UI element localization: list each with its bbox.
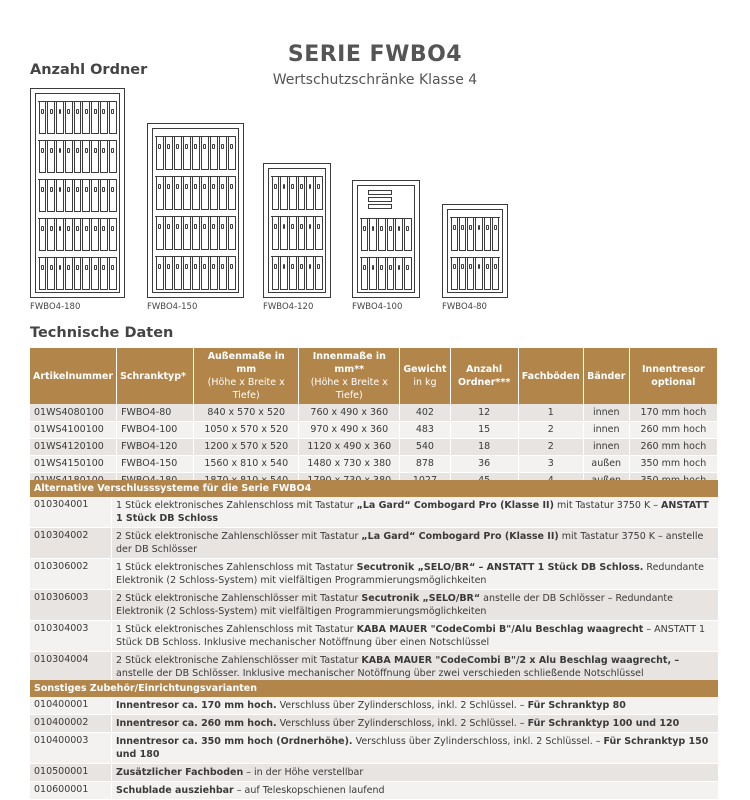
binder-shape — [451, 258, 458, 291]
table-cell: 2 — [518, 421, 583, 438]
table-cell: FWBO4-150 — [117, 455, 194, 472]
binder-shape — [65, 141, 73, 173]
binder-shape — [174, 177, 182, 210]
drawer-shape — [368, 197, 392, 202]
binder-shape — [210, 137, 218, 170]
binder-shape — [39, 258, 47, 290]
binder-shape — [280, 217, 288, 250]
binder-shape — [272, 217, 280, 250]
binder-shape — [228, 137, 236, 170]
binder-shape — [39, 102, 47, 134]
article-code: 010600001 — [30, 782, 112, 799]
text-fragment: – ANSTATT 1 Stück DB Schloss. Inklusive mechanischer Notöffnung über einen Notschlüssel — [116, 624, 706, 648]
binder-shape — [65, 180, 73, 212]
table-cell: 1050 x 570 x 520 — [194, 421, 299, 438]
col-header: Außenmaße in mm (Höhe x Breite x Tiefe) — [194, 348, 299, 404]
binder-shape — [492, 258, 499, 291]
table-cell: innen — [583, 421, 629, 438]
emphasis-text: KABA MAUER "CodeCombi B"/Alu Beschlag waagrecht — [356, 624, 644, 635]
table-cell: 2 — [518, 438, 583, 455]
article-code: 010304004 — [30, 652, 112, 682]
text-fragment: – in der Höhe verstellbar — [243, 767, 364, 778]
binder-row — [155, 176, 236, 210]
binder-shape — [109, 141, 117, 173]
binder-shape — [378, 219, 386, 251]
binder-shape — [280, 257, 288, 290]
binder-shape — [219, 217, 227, 250]
table-cell: 01WS4120100 — [30, 438, 117, 455]
table-row — [30, 421, 718, 438]
emphasis-text: Secutronik „SELO/BR“ – ANSTATT 1 Stück DB Schloss. — [356, 562, 644, 573]
list-item — [30, 697, 718, 715]
binder-shape — [201, 137, 209, 170]
text-fragment: 2 Stück elektronische Zahlenschlösser mit Tastatur — [116, 593, 362, 604]
binder-row — [155, 256, 236, 290]
item-description — [112, 590, 718, 620]
emphasis-text: „La Gard“ Combogard Pro (Klasse II) — [361, 531, 559, 542]
binder-shape — [395, 219, 403, 251]
text-fragment: 2 Stück elektronische Zahlenschlösser mit Tastatur — [116, 655, 362, 666]
binder-row — [271, 176, 323, 210]
cabinet-drawing — [30, 88, 125, 298]
table-cell: 3 — [518, 455, 583, 472]
binder-shape — [109, 258, 117, 290]
col-header: Anzahl Ordner*** — [450, 348, 518, 404]
table-cell: 36 — [450, 455, 518, 472]
table-cell: FWBO4-80 — [117, 404, 194, 421]
binder-shape — [91, 141, 99, 173]
tech-table-header-row — [30, 348, 718, 404]
binder-shape — [210, 217, 218, 250]
list-item — [30, 621, 718, 652]
binder-shape — [201, 177, 209, 210]
table-row — [30, 404, 718, 421]
binder-shape — [39, 141, 47, 173]
binder-shape — [192, 217, 200, 250]
binder-shape — [192, 257, 200, 290]
table-cell: 1120 x 490 x 360 — [299, 438, 400, 455]
text-fragment: mit Tastatur 3750 K – — [553, 500, 662, 511]
emphasis-text: Für Schranktyp 80 — [527, 700, 626, 711]
binder-shape — [280, 177, 288, 210]
cabinet-label: FWBO4-120 — [263, 302, 314, 312]
binder-shape — [39, 219, 47, 251]
binder-shape — [74, 219, 82, 251]
text-fragment: Verschluss über Zylinderschloss, inkl. 2 Schlüssel. – — [352, 736, 604, 747]
article-code: 010400001 — [30, 697, 112, 714]
binder-shape — [56, 141, 64, 173]
item-description — [112, 559, 718, 589]
table-cell: 540 — [400, 438, 450, 455]
col-header: Artikelnummer — [30, 348, 117, 404]
table-cell: FWBO4-120 — [117, 438, 194, 455]
tech-data-table — [30, 348, 718, 490]
binder-shape — [298, 257, 306, 290]
binder-shape — [39, 180, 47, 212]
emphasis-text: KABA MAUER "CodeCombi B"/2 x Alu Beschlag waagrecht, – — [361, 655, 680, 666]
item-description — [112, 782, 718, 799]
binder-shape — [219, 137, 227, 170]
binder-shape — [484, 258, 491, 291]
col-header: Bänder — [583, 348, 629, 404]
binder-shape — [369, 219, 377, 251]
drawer-shape — [368, 204, 392, 209]
table-cell: innen — [583, 404, 629, 421]
binder-row — [38, 140, 117, 173]
binder-shape — [91, 180, 99, 212]
binder-shape — [272, 177, 280, 210]
binder-shape — [451, 218, 458, 251]
binder-row — [38, 257, 117, 290]
binder-shape — [56, 258, 64, 290]
binder-shape — [272, 257, 280, 290]
binder-row — [38, 179, 117, 212]
binder-shape — [165, 177, 173, 210]
item-description — [112, 697, 718, 714]
binder-shape — [315, 177, 323, 210]
cabinet-drawing — [352, 180, 420, 298]
table-cell: 760 x 490 x 360 — [299, 404, 400, 421]
binder-shape — [100, 102, 108, 134]
binder-row — [271, 256, 323, 290]
binder-shape — [65, 102, 73, 134]
binder-shape — [91, 219, 99, 251]
binder-shape — [289, 257, 297, 290]
list-item — [30, 528, 718, 559]
binder-shape — [109, 180, 117, 212]
table-cell: 260 mm hoch — [629, 438, 717, 455]
binder-shape — [100, 180, 108, 212]
lock-systems-list — [30, 497, 718, 683]
binder-shape — [201, 217, 209, 250]
binder-shape — [156, 177, 164, 210]
binder-shape — [91, 258, 99, 290]
cabinet-drawing — [147, 123, 244, 298]
cabinet-label: FWBO4-100 — [352, 302, 403, 312]
table-cell: 483 — [400, 421, 450, 438]
emphasis-text: Innentresor ca. 170 mm hoch. — [116, 700, 277, 711]
text-fragment: anstelle der DB Schlösser. Inklusive mechanischer Notöffnung über zwei verschieden schließende Notschlüssel — [116, 668, 644, 679]
emphasis-text: Secutronik „SELO/BR“ — [361, 593, 481, 604]
emphasis-text: Für Schranktyp 150 und 180 — [116, 736, 709, 760]
binder-shape — [192, 177, 200, 210]
binder-shape — [183, 217, 191, 250]
text-fragment: 1 Stück elektronisches Zahlenschloss mit Tastatur — [116, 562, 357, 573]
emphasis-text: Innentresor ca. 350 mm hoch (Ordnerhöhe). — [116, 736, 353, 747]
article-code: 010304001 — [30, 497, 112, 527]
article-code: 010304003 — [30, 621, 112, 651]
cabinet-label: FWBO4-80 — [442, 302, 487, 312]
text-fragment: Verschluss über Zylinderschloss, inkl. 2 Schlüssel. – — [276, 718, 528, 729]
binder-shape — [459, 258, 466, 291]
tech-table-body — [30, 404, 718, 489]
item-description — [112, 528, 718, 558]
binder-shape — [210, 177, 218, 210]
binder-shape — [74, 102, 82, 134]
binder-row — [38, 101, 117, 134]
page-title: SERIE FWBO4 — [287, 42, 463, 67]
binder-shape — [100, 219, 108, 251]
binder-row — [271, 216, 323, 250]
text-fragment: mit Tastatur 3750 K – anstelle der DB Schlösser — [116, 531, 704, 555]
list-item — [30, 559, 718, 590]
binder-shape — [47, 258, 55, 290]
article-code: 010500001 — [30, 764, 112, 781]
binder-shape — [91, 102, 99, 134]
lock-systems-section — [30, 480, 718, 683]
emphasis-text: Schublade ausziehbar — [116, 785, 234, 796]
table-cell: 970 x 490 x 360 — [299, 421, 400, 438]
binder-row — [360, 218, 412, 251]
item-description — [112, 652, 718, 682]
binder-shape — [395, 258, 403, 290]
table-cell: 1560 x 810 x 540 — [194, 455, 299, 472]
binder-shape — [65, 219, 73, 251]
article-code: 010306003 — [30, 590, 112, 620]
item-description — [112, 733, 718, 763]
list-item — [30, 590, 718, 621]
col-header: Fachböden — [518, 348, 583, 404]
binder-shape — [82, 180, 90, 212]
binder-shape — [467, 218, 474, 251]
list-item — [30, 497, 718, 528]
table-cell: 170 mm hoch — [629, 404, 717, 421]
binder-shape — [201, 257, 209, 290]
cabinet-label: FWBO4-150 — [147, 302, 198, 312]
article-code: 010400003 — [30, 733, 112, 763]
list-item — [30, 733, 718, 764]
article-code: 010304002 — [30, 528, 112, 558]
text-fragment: – auf Teleskopschienen laufend — [233, 785, 385, 796]
binder-shape — [289, 217, 297, 250]
binder-shape — [298, 217, 306, 250]
binder-row — [38, 218, 117, 251]
drawer-shape — [368, 190, 392, 195]
binder-shape — [219, 257, 227, 290]
table-cell: 1480 x 730 x 380 — [299, 455, 400, 472]
binder-shape — [165, 257, 173, 290]
table-cell: 01WS4150100 — [30, 455, 117, 472]
accessories-section — [30, 680, 718, 800]
binder-shape — [361, 219, 369, 251]
binder-shape — [74, 141, 82, 173]
binder-shape — [165, 137, 173, 170]
binder-shape — [298, 177, 306, 210]
binder-shape — [74, 180, 82, 212]
binder-shape — [467, 258, 474, 291]
emphasis-text: Zusätzlicher Fachboden — [116, 767, 244, 778]
text-fragment: 1 Stück elektronisches Zahlenschloss mit Tastatur — [116, 624, 357, 635]
text-fragment: Redundante Elektronik (2 Schloss-System) mit vielfältigen Programmierungsmöglichkeiten — [116, 562, 704, 586]
col-header: Innentresor optional — [629, 348, 717, 404]
list-item — [30, 782, 718, 800]
binder-shape — [228, 217, 236, 250]
binder-shape — [174, 257, 182, 290]
binder-shape — [404, 258, 412, 290]
binder-shape — [387, 258, 395, 290]
binder-shape — [82, 102, 90, 134]
binder-shape — [404, 219, 412, 251]
item-description — [112, 621, 718, 651]
binder-shape — [165, 217, 173, 250]
binder-shape — [475, 258, 482, 291]
binder-shape — [156, 137, 164, 170]
binder-shape — [183, 177, 191, 210]
binder-row — [360, 257, 412, 290]
binder-shape — [174, 137, 182, 170]
list-item — [30, 715, 718, 733]
binder-shape — [228, 257, 236, 290]
text-fragment: Verschluss über Zylinderschloss, inkl. 2 Schlüssel. – — [276, 700, 528, 711]
binder-shape — [306, 177, 314, 210]
binder-shape — [192, 137, 200, 170]
binder-shape — [378, 258, 386, 290]
table-cell: 260 mm hoch — [629, 421, 717, 438]
binder-shape — [361, 258, 369, 290]
binder-row — [155, 216, 236, 250]
binder-row — [155, 136, 236, 170]
table-cell: 01WS4080100 — [30, 404, 117, 421]
binder-shape — [47, 102, 55, 134]
list-item — [30, 764, 718, 782]
binder-shape — [100, 141, 108, 173]
table-cell: 1 — [518, 404, 583, 421]
table-cell: außen — [583, 455, 629, 472]
table-cell: 1200 x 570 x 520 — [194, 438, 299, 455]
table-cell: 12 — [450, 404, 518, 421]
binder-shape — [475, 218, 482, 251]
binder-shape — [156, 217, 164, 250]
binder-shape — [306, 257, 314, 290]
binder-shape — [219, 177, 227, 210]
binder-shape — [210, 257, 218, 290]
binder-shape — [109, 102, 117, 134]
table-cell: 15 — [450, 421, 518, 438]
page-subtitle: Wertschutzschränke Klasse 4 — [272, 72, 478, 88]
binder-shape — [484, 218, 491, 251]
folder-count-heading: Anzahl Ordner — [30, 62, 148, 78]
binder-shape — [459, 218, 466, 251]
table-cell: 01WS4100100 — [30, 421, 117, 438]
accessories-list — [30, 697, 718, 800]
binder-shape — [306, 217, 314, 250]
binder-row — [450, 257, 500, 291]
col-header: Gewicht in kg — [400, 348, 450, 404]
binder-shape — [228, 177, 236, 210]
col-header: Schranktyp* — [117, 348, 194, 404]
binder-shape — [289, 177, 297, 210]
binder-shape — [183, 137, 191, 170]
emphasis-text: „La Gard“ Combogard Pro (Klasse II) — [356, 500, 554, 511]
emphasis-text: Für Schranktyp 100 und 120 — [527, 718, 680, 729]
binder-shape — [109, 219, 117, 251]
binder-shape — [183, 257, 191, 290]
article-code: 010400002 — [30, 715, 112, 732]
emphasis-text: ANSTATT 1 Stück DB Schloss — [116, 500, 709, 524]
binder-shape — [82, 219, 90, 251]
binder-shape — [47, 141, 55, 173]
table-row — [30, 455, 718, 472]
accessories-heading: Sonstiges Zubehör/Einrichtungsvarianten — [30, 680, 718, 697]
binder-shape — [47, 180, 55, 212]
binder-row — [450, 217, 500, 251]
cabinet-label: FWBO4-180 — [30, 302, 81, 312]
tech-data-heading: Technische Daten — [30, 325, 174, 341]
table-cell: 18 — [450, 438, 518, 455]
binder-shape — [100, 258, 108, 290]
binder-shape — [156, 257, 164, 290]
table-cell: innen — [583, 438, 629, 455]
binder-shape — [369, 258, 377, 290]
col-header: Innenmaße in mm** (Höhe x Breite x Tiefe) — [299, 348, 400, 404]
text-fragment: 1 Stück elektronisches Zahlenschloss mit Tastatur — [116, 500, 357, 511]
text-fragment: 2 Stück elektronische Zahlenschlösser mit Tastatur — [116, 531, 362, 542]
item-description — [112, 715, 718, 732]
table-cell: FWBO4-100 — [117, 421, 194, 438]
binder-shape — [56, 219, 64, 251]
binder-shape — [387, 219, 395, 251]
article-code: 010306002 — [30, 559, 112, 589]
binder-shape — [315, 257, 323, 290]
table-cell: 878 — [400, 455, 450, 472]
binder-shape — [492, 218, 499, 251]
lock-systems-heading: Alternative Verschlusssysteme für die Serie FWBO4 — [30, 480, 718, 497]
binder-shape — [47, 219, 55, 251]
binder-shape — [74, 258, 82, 290]
binder-shape — [315, 217, 323, 250]
binder-shape — [82, 141, 90, 173]
binder-shape — [82, 258, 90, 290]
item-description — [112, 764, 718, 781]
list-item — [30, 652, 718, 683]
emphasis-text: Innentresor ca. 260 mm hoch. — [116, 718, 277, 729]
table-row — [30, 438, 718, 455]
binder-shape — [65, 258, 73, 290]
binder-shape — [56, 102, 64, 134]
table-cell: 840 x 570 x 520 — [194, 404, 299, 421]
text-fragment: anstelle der DB Schlösser – Redundante Elektronik (2 Schloss-System) mit vielfältigen Programmierungsmöglichkeiten — [116, 593, 674, 617]
cabinet-drawing — [263, 163, 331, 298]
binder-shape — [174, 217, 182, 250]
item-description — [112, 497, 718, 527]
cabinet-drawing — [442, 204, 508, 298]
table-cell: 350 mm hoch — [629, 455, 717, 472]
table-cell: 402 — [400, 404, 450, 421]
binder-shape — [56, 180, 64, 212]
